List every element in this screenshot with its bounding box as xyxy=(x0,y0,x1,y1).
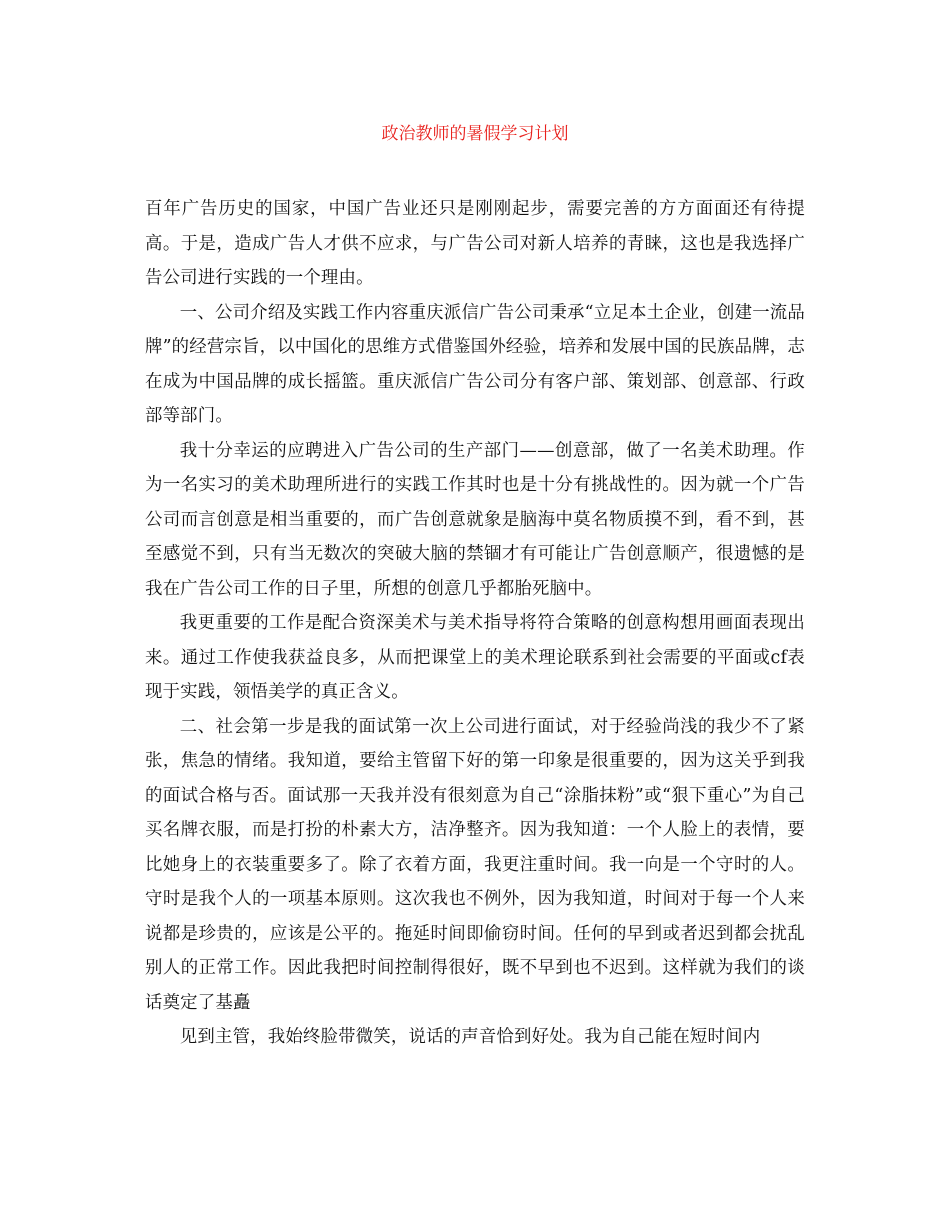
paragraph: 我十分幸运的应聘进入广告公司的生产部门——创意部，做了一名美术助理。作为一名实习的美术助理所进行的实践工作其时也是十分有挑战性的。因为就一个广告公司而言创意是相当重要的，而广告创意就象是脑海中莫名物质摸不到，看不到，甚至感觉不到，只有当无数次的突破大脑的禁锢才有可能让广告创意顺产，很遗憾的是我在广告公司工作的日子里，所想的创意几乎都胎死脑中。 xyxy=(145,440,805,599)
paragraph: 百年广告历史的国家，中国广告业还只是刚刚起步，需要完善的方方面面还有待提高。于是，造成广告人才供不应求，与广告公司对新人培养的青睐，这也是我选择广告公司进行实践的一个理由。 xyxy=(145,199,805,288)
paragraph: 一、公司介绍及实践工作内容重庆派信广告公司秉承“立足本土企业，创建一流品牌”的经营宗旨，以中国化的思维方式借鉴国外经验，培养和发展中国的民族品牌，志在成为中国品牌的成长摇篮。重庆派信广告公司分有客户部、策划部、创意部、行政部等部门。 xyxy=(145,302,805,426)
paragraph: 我更重要的工作是配合资深美术与美术指导将符合策略的创意构想用画面表现出来。通过工作使我获益良多，从而把课堂上的美术理论联系到社会需要的平面或cf表现于实践，领悟美学的真正含义。 xyxy=(145,613,805,702)
document-body xyxy=(145,192,805,1055)
document-title: 政治教师的暑假学习计划 xyxy=(381,124,569,144)
paragraph: 二、社会第一步是我的面试第一次上公司进行面试，对于经验尚浅的我少不了紧张，焦急的情绪。我知道，要给主管留下好的第一印象是很重要的，因为这关乎到我的面试合格与否。面试那一天我并没有很刻意为自己“涂脂抹粉”或“狠下重心”为自己买名牌衣服，而是打扮的朴素大方，洁净整齐。因为我知道：一个人脸上的表情，要比她身上的衣装重要多了。除了衣着方面，我更注重时间。我一向是一个守时的人。守时是我个人的一项基本原则。这次我也不例外，因为我知道，时间对于每一个人来说都是珍贵的，应该是公平的。拖延时间即偷窃时间。任何的早到或者迟到都会扰乱别人的正常工作。因此我把时间控制得很好，既不早到也不迟到。这样就为我们的谈话奠定了基矗 xyxy=(145,716,805,1013)
paragraph: 见到主管，我始终脸带微笑，说话的声音恰到好处。我为自己能在短时间内 xyxy=(179,1027,761,1047)
